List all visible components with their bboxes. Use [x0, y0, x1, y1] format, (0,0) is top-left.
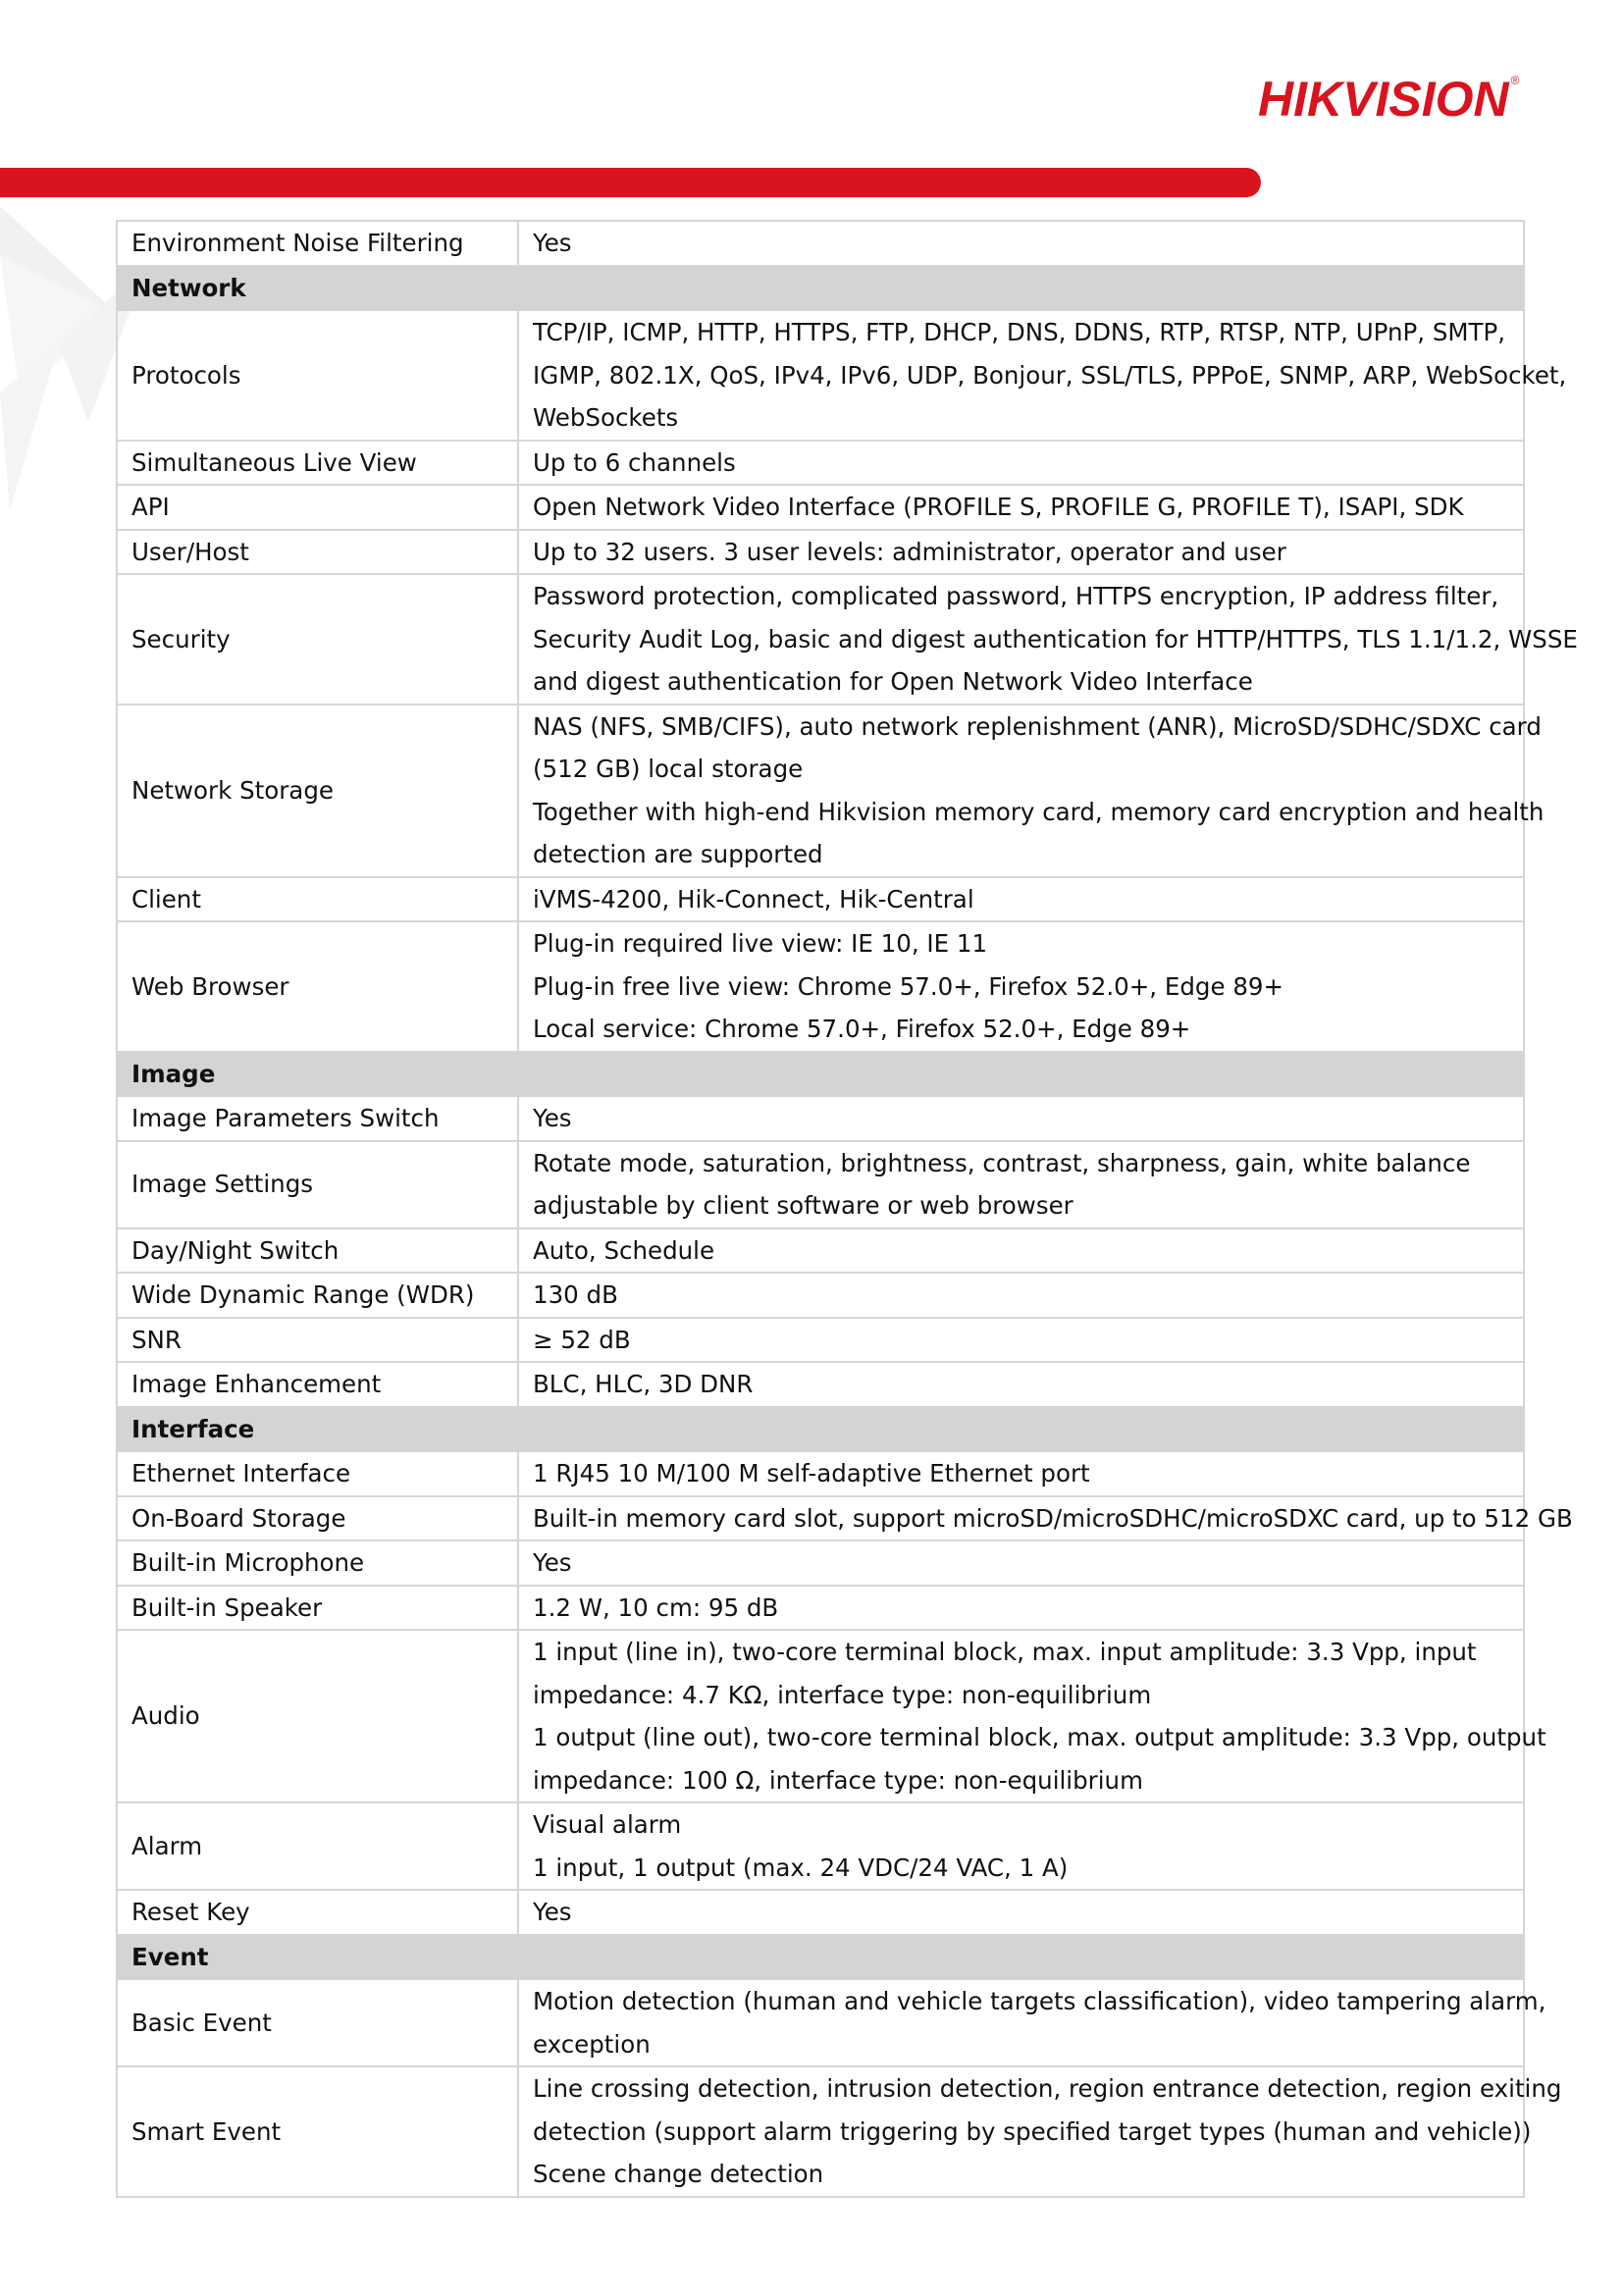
spec-value-line: 130 dB	[533, 1280, 618, 1309]
spec-value-line: Rotate mode, saturation, brightness, contrast, sharpness, gain, white balance	[533, 1148, 1471, 1177]
spec-value-line: Up to 6 channels	[533, 447, 736, 477]
spec-label: Web Browser	[117, 921, 518, 1052]
spec-value-line: 1 input, 1 output (max. 24 VDC/24 VAC, 1 A)	[533, 1852, 1069, 1882]
spec-value	[518, 1362, 1524, 1407]
spec-value	[518, 1979, 1546, 2066]
spec-value-line: 1 RJ45 10 M/100 M self-adaptive Ethernet port	[533, 1459, 1090, 1487]
spec-value-line: Together with high-end Hikvision memory card, memory card encryption and health	[533, 797, 1544, 826]
spec-label: Image Parameters Switch	[117, 1096, 518, 1141]
spec-row	[117, 1096, 1524, 1141]
spec-value	[518, 574, 1578, 704]
spec-value-line: Yes	[533, 1548, 572, 1577]
spec-value	[518, 221, 1524, 266]
spec-value	[518, 1451, 1524, 1496]
spec-row	[117, 310, 1524, 441]
spec-row	[117, 530, 1524, 575]
spec-label: Environment Noise Filtering	[117, 221, 518, 266]
spec-value	[518, 1540, 1524, 1586]
brand-logo	[1258, 72, 1520, 127]
spec-label: Wide Dynamic Range (WDR)	[117, 1273, 518, 1318]
spec-value	[518, 877, 1524, 922]
spec-value	[518, 485, 1524, 530]
spec-value-line: iVMS-4200, Hik-Connect, Hik-Central	[533, 884, 974, 913]
spec-row	[117, 1228, 1524, 1274]
section-header-row	[117, 1935, 1524, 1980]
spec-row	[117, 1318, 1524, 1363]
spec-row	[117, 877, 1524, 922]
spec-value-line: Yes	[533, 229, 572, 257]
section-title: Interface	[117, 1407, 518, 1452]
spec-value	[518, 1228, 1524, 1274]
spec-label: Built-in Speaker	[117, 1586, 518, 1631]
spec-value-line: Password protection, complicated password, HTTPS encryption, IP address filter,	[533, 582, 1499, 610]
spec-label: Simultaneous Live View	[117, 441, 518, 486]
spec-label: Ethernet Interface	[117, 1451, 518, 1496]
section-title: Event	[117, 1935, 518, 1980]
spec-value	[518, 1496, 1573, 1541]
spec-label: Built-in Microphone	[117, 1540, 518, 1586]
spec-value-line: detection are supported	[533, 840, 823, 868]
header-red-bar	[0, 168, 1261, 197]
spec-value	[518, 530, 1524, 575]
spec-label: On-Board Storage	[117, 1496, 518, 1541]
spec-label: Image Settings	[117, 1141, 518, 1228]
spec-row	[117, 1540, 1524, 1586]
spec-row	[117, 1362, 1524, 1407]
spec-row	[117, 441, 1524, 486]
spec-value-line: adjustable by client software or web browser	[533, 1191, 1073, 1220]
section-title: Network	[117, 266, 518, 311]
spec-value-line: Built-in memory card slot, support microSD/microSDHC/microSDXC card, up to 512 GB	[533, 1503, 1573, 1533]
section-fill-cell	[518, 266, 1524, 311]
spec-value-line: 1 input (line in), two-core terminal block, max. input amplitude: 3.3 Vpp, input	[533, 1638, 1477, 1666]
spec-label: Alarm	[117, 1802, 518, 1890]
spec-value	[518, 1890, 1524, 1935]
spec-label: Reset Key	[117, 1890, 518, 1935]
spec-row	[117, 1802, 1524, 1890]
spec-label: Smart Event	[117, 2066, 518, 2197]
section-fill-cell	[518, 1407, 1524, 1452]
spec-row	[117, 485, 1524, 530]
spec-label: Client	[117, 877, 518, 922]
spec-row	[117, 1273, 1524, 1318]
spec-value	[518, 1096, 1524, 1141]
spec-value-line: and digest authentication for Open Network Video Interface	[533, 667, 1253, 696]
section-title: Image	[117, 1052, 518, 1097]
spec-row	[117, 704, 1524, 877]
spec-value	[518, 441, 1524, 486]
spec-value-line: Line crossing detection, intrusion detection, region entrance detection, region exiting	[533, 2074, 1562, 2103]
registered-mark: ®	[1510, 74, 1520, 87]
section-header-row	[117, 266, 1524, 311]
spec-value-line: 1.2 W, 10 cm: 95 dB	[533, 1592, 779, 1622]
section-header-row	[117, 1052, 1524, 1097]
spec-value-line: 1 output (line out), two-core terminal block, max. output amplitude: 3.3 Vpp, output	[533, 1723, 1546, 1751]
spec-value	[518, 2066, 1562, 2197]
spec-value-line: Yes	[533, 1898, 572, 1926]
spec-value	[518, 1586, 1524, 1631]
spec-value-line: impedance: 4.7 KΩ, interface type: non-equilibrium	[533, 1680, 1152, 1709]
spec-value-line: Motion detection (human and vehicle targets classification), video tampering alarm,	[533, 1987, 1546, 2015]
spec-row	[117, 1141, 1524, 1228]
spec-value-line: BLC, HLC, 3D DNR	[533, 1370, 754, 1398]
spec-row	[117, 1496, 1524, 1541]
spec-label: API	[117, 485, 518, 530]
spec-label: Audio	[117, 1630, 518, 1802]
spec-value-line: Up to 32 users. 3 user levels: administrator, operator and user	[533, 537, 1286, 566]
spec-row	[117, 921, 1524, 1052]
spec-value-line: exception	[533, 2029, 651, 2059]
spec-value-line: detection (support alarm triggering by specified target types (human and vehicle))	[533, 2116, 1532, 2146]
spec-table	[116, 220, 1578, 2198]
spec-row	[117, 1979, 1524, 2066]
spec-value-line: Auto, Schedule	[533, 1235, 715, 1265]
spec-row	[117, 2066, 1524, 2197]
spec-value	[518, 1141, 1524, 1228]
spec-label: Security	[117, 574, 518, 704]
spec-value-line: Plug-in required live view: IE 10, IE 11	[533, 929, 988, 958]
spec-label: SNR	[117, 1318, 518, 1363]
spec-value-line: Scene change detection	[533, 2160, 824, 2188]
spec-value-line: impedance: 100 Ω, interface type: non-equilibrium	[533, 1765, 1143, 1795]
spec-label: Protocols	[117, 310, 518, 441]
spec-value	[518, 704, 1544, 877]
spec-label: Network Storage	[117, 704, 518, 877]
spec-value-line: Security Audit Log, basic and digest authentication for HTTP/HTTPS, TLS 1.1/1.2, WSSE	[533, 624, 1578, 653]
spec-row	[117, 1586, 1524, 1631]
spec-label: Image Enhancement	[117, 1362, 518, 1407]
spec-value-line: NAS (NFS, SMB/CIFS), auto network replenishment (ANR), MicroSD/SDHC/SDXC card	[533, 711, 1542, 741]
spec-value-line: WebSockets	[533, 403, 679, 432]
spec-value	[518, 310, 1567, 441]
spec-value	[518, 1273, 1524, 1318]
spec-value-line: IGMP, 802.1X, QoS, IPv4, IPv6, UDP, Bonjour, SSL/TLS, PPPoE, SNMP, ARP, WebSocket,	[533, 360, 1567, 390]
spec-value-line: (512 GB) local storage	[533, 755, 804, 783]
spec-row	[117, 574, 1524, 704]
spec-label: Basic Event	[117, 1979, 518, 2066]
spec-value	[518, 921, 1524, 1052]
spec-value	[518, 1630, 1546, 1802]
spec-value-line: Local service: Chrome 57.0+, Firefox 52.0+, Edge 89+	[533, 1015, 1191, 1043]
spec-value-line: TCP/IP, ICMP, HTTP, HTTPS, FTP, DHCP, DNS, DDNS, RTP, RTSP, NTP, UPnP, SMTP,	[533, 318, 1506, 346]
spec-value	[518, 1802, 1524, 1890]
spec-value-line: Open Network Video Interface (PROFILE S, PROFILE G, PROFILE T), ISAPI, SDK	[533, 493, 1464, 521]
section-header-row	[117, 1407, 1524, 1452]
spec-value-line: Yes	[533, 1104, 572, 1132]
spec-value-line: ≥ 52 dB	[533, 1325, 631, 1354]
section-fill-cell	[518, 1052, 1524, 1097]
spec-row	[117, 221, 1524, 266]
spec-row	[117, 1451, 1524, 1496]
spec-value	[518, 1318, 1524, 1363]
brand-logo-text: HIKVISION	[1258, 72, 1509, 127]
spec-label: Day/Night Switch	[117, 1228, 518, 1274]
spec-row	[117, 1630, 1524, 1802]
spec-value-line: Plug-in free live view: Chrome 57.0+, Firefox 52.0+, Edge 89+	[533, 971, 1284, 1001]
section-fill-cell	[518, 1935, 1524, 1980]
spec-value-line: Visual alarm	[533, 1810, 682, 1839]
spec-row	[117, 1890, 1524, 1935]
spec-label: User/Host	[117, 530, 518, 575]
